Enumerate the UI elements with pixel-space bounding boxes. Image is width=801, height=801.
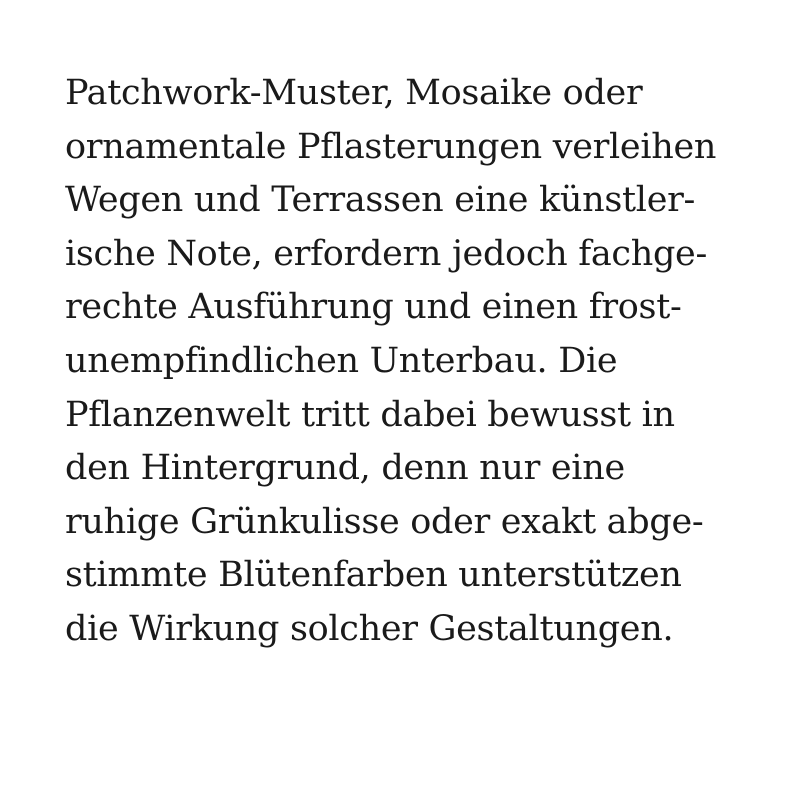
body-paragraph bbox=[65, 67, 765, 657]
paragraph-line: Pflanzenwelt tritt dabei bewusst in bbox=[65, 394, 675, 435]
paragraph-line: rechte Ausführung und einen frost- bbox=[65, 287, 682, 328]
paragraph-line: ische Note, erfordern jedoch fachge- bbox=[65, 233, 707, 274]
paragraph-line: die Wirkung solcher Gestaltungen. bbox=[65, 608, 674, 649]
paragraph-line: den Hintergrund, denn nur eine bbox=[65, 448, 625, 489]
paragraph-line: Wegen und Terrassen eine künstler- bbox=[65, 180, 696, 221]
paragraph-line: stimmte Blütenfarben unterstützen bbox=[65, 555, 682, 596]
paragraph-line: Patchwork-Muster, Mosaike oder bbox=[65, 73, 643, 113]
paragraph-line: ruhige Grünkulisse oder exakt abge- bbox=[65, 501, 704, 542]
paragraph-line: unempfindlichen Unterbau. Die bbox=[65, 340, 618, 381]
paragraph-line: ornamentale Pflasterungen verleihen bbox=[65, 126, 717, 167]
